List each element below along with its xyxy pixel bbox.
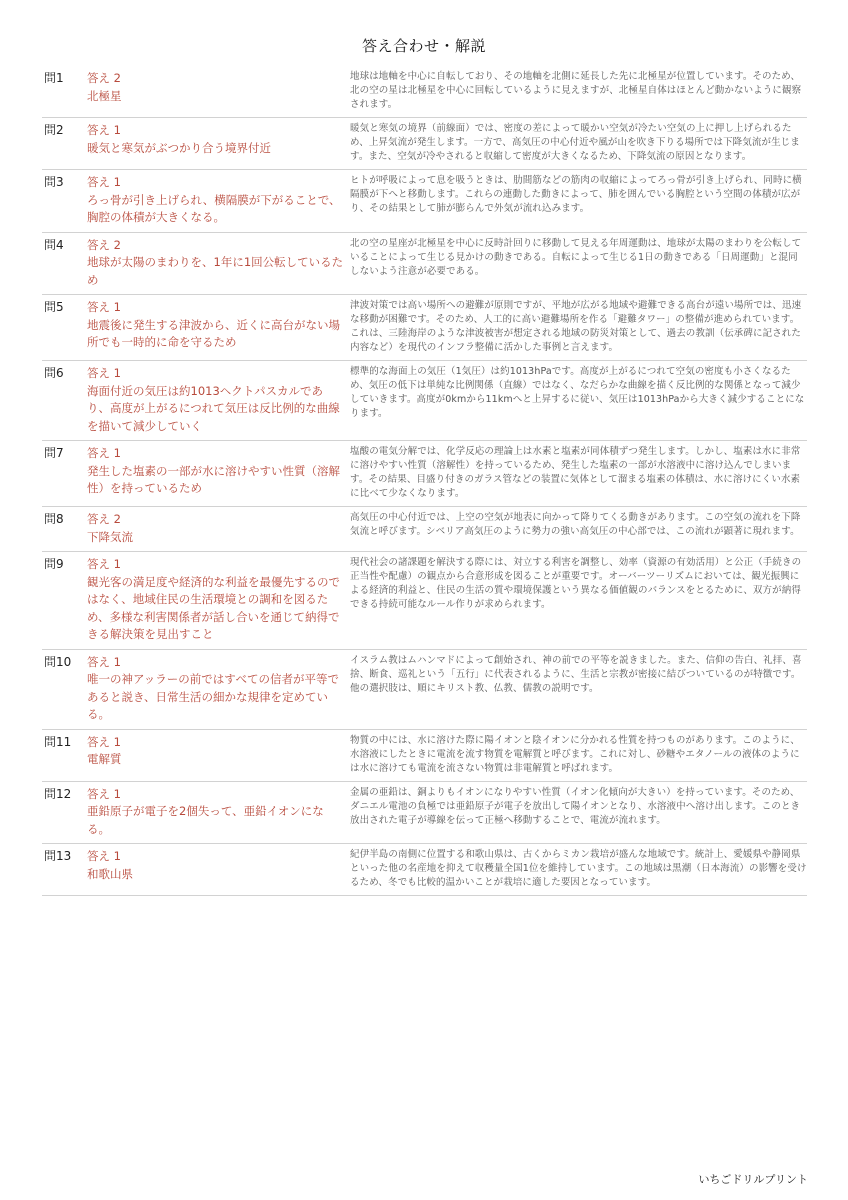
answer-row [42, 441, 807, 507]
answer-row [42, 844, 807, 896]
answer-row [42, 650, 807, 730]
answer-choice: 答え 1 [87, 654, 121, 669]
answer-row [42, 66, 807, 118]
question-number: 問11 [44, 734, 72, 749]
answer-cell [87, 237, 345, 290]
answer-choice: 答え 1 [87, 557, 121, 571]
answer-cell [87, 511, 345, 546]
answer-choice: 答え 1 [87, 123, 121, 137]
answer-text: 発生した塩素の一部が水に溶けやすい性質（溶解性）を持っているため [87, 463, 340, 495]
answer-cell [87, 445, 345, 501]
answer-choice: 答え 1 [87, 849, 121, 863]
explanation-text: 暖気と寒気の境界（前線面）では、密度の差によって暖かい空気が冷たい空気の上に押し上げられるため、上昇気流が発生します。一方で、高気圧の中心付近や風が山を吹き下りる場所では下降気流が生じます。また、空気が冷やされると収縮して密度が大きくなるため、下降気流の原因となります。 [350, 123, 800, 162]
question-number: 問4 [44, 237, 64, 252]
answer-choice: 答え 1 [87, 786, 121, 801]
answer-choice: 答え 1 [87, 446, 121, 460]
question-number: 問12 [44, 786, 72, 801]
answer-text: 北極星 [87, 88, 122, 103]
explanation-text: ヒトが呼吸によって息を吸うときは、肋間筋などの筋肉の収縮によってろっ骨が引き上げられ、同時に横隔膜が下へと移動します。これらの連動した動きによって、肺を囲んでいる胸腔という空間の体積が広がり、その結果として肺が膨らんで外気が流れ込みます。 [350, 175, 802, 214]
answer-choice: 答え 1 [87, 175, 121, 189]
answer-row [42, 782, 807, 845]
question-number: 問8 [44, 512, 64, 526]
answer-choice: 答え 2 [87, 71, 121, 85]
explanation-text: 塩酸の電気分解では、化学反応の理論上は水素と塩素が同体積ずつ発生します。しかし、塩素は水に非常に溶けやすい性質（溶解性）を持っているため、発生した塩素の一部が水溶液中に溶け込んでしまいます。その結果、目盛り付きのガラス管などの装置に気体として溜まる塩素の体積は、水に溶けにくい水素に比べて少なくなります。 [350, 446, 801, 499]
answer-row [42, 507, 807, 552]
answer-text: 下降気流 [87, 529, 133, 544]
question-number: 問10 [44, 654, 72, 669]
explanation-text: 地球は地軸を中心に自転しており、その地軸を北側に延長した先に北極星が位置しています。そのため、北の空の星は北極星を中心に回転しているように見えますが、北極星自体はほとんど動かないように観察されます。 [350, 71, 802, 110]
answer-text: 観光客の満足度や経済的な利益を最優先するのではなく、地域住民の生活環境との調和を図るため、多様な利害関係者が話し合いを通じて納得できる解決策を見出すこと [87, 574, 340, 641]
answer-text: 地球が太陽のまわりを、1年に1回公転しているため [87, 255, 344, 287]
answer-cell [87, 365, 345, 435]
question-number: 問5 [44, 300, 64, 314]
explanation-text: 北の空の星座が北極星を中心に反時計回りに移動して見える年周運動は、地球が太陽のまわりを公転していることによって生じる見かけの動きである。自転によって生じる1日の動きである「日周運動」と混同しないよう注意が必要である。 [350, 237, 802, 277]
answer-text: 唯一の神アッラーの前ではすべての信者が平等であると説き、日常生活の細かな規律を定めている。 [87, 672, 339, 721]
answer-cell [87, 654, 345, 724]
answer-choice: 答え 2 [87, 512, 121, 526]
answer-row [42, 552, 807, 650]
answer-row [42, 730, 807, 782]
question-number: 問2 [44, 123, 64, 137]
answer-choice: 答え 1 [87, 734, 121, 749]
answer-cell [87, 70, 345, 112]
explanation-text: 高気圧の中心付近では、上空の空気が地表に向かって降りてくる動きがあります。この空気の流れを下降気流と呼びます。シベリア高気圧のように勢力の強い高気圧の中心部では、この流れが顕著に現れます。 [350, 512, 801, 537]
page-title: 答え合わせ・解説 [361, 37, 486, 55]
explanation-text: 現代社会の諸課題を解決する際には、対立する利害を調整し、効率（資源の有効活用）と公正（手続きの正当性や配慮）の観点から合意形成を図ることが重要です。オーバーツーリズムにおいては、観光振興による経済的利益と、住民の生活の質や環境保護という異なる価値観のバランスをとるために、双方が納得できる持続可能なルール作りが求められます。 [350, 557, 802, 610]
question-number: 問6 [44, 366, 64, 380]
answer-text: ろっ骨が引き上げられ、横隔膜が下がることで、胸腔の体積が大きくなる。 [87, 192, 341, 224]
answer-text: 暖気と寒気がぶつかり合う境界付近 [87, 140, 271, 155]
question-number: 問7 [44, 446, 64, 460]
answer-cell [87, 786, 345, 839]
answer-row [42, 361, 807, 441]
explanation-text: 金属の亜鉛は、銅よりもイオンになりやすい性質（イオン化傾向が大きい）を持っています。そのため、ダニエル電池の負極では亜鉛原子が電子を放出して陽イオンとなり、水溶液中へ溶け出します。このとき放出された電子が導線を伝って正極へ移動することで、電流が流れます。 [350, 786, 801, 826]
answer-row [42, 118, 807, 170]
answer-choice: 答え 1 [87, 300, 121, 314]
answer-choice: 答え 2 [87, 237, 121, 252]
answer-text: 海面付近の気圧は約1013ヘクトパスカルであり、高度が上がるにつれて気圧は反比例的な曲線を描いて減少していく [87, 383, 340, 433]
answer-cell [87, 174, 345, 227]
answer-row [42, 295, 807, 361]
question-number: 問9 [44, 557, 64, 571]
answer-row [42, 170, 807, 233]
question-number: 問13 [44, 849, 72, 863]
answer-text: 和歌山県 [87, 866, 133, 881]
footer-brand: いちごドリルプリント [698, 1173, 808, 1186]
question-number: 問3 [44, 175, 64, 189]
explanation-text: 紀伊半島の南側に位置する和歌山県は、古くからミカン栽培が盛んな地域です。統計上、愛媛県や静岡県といった他の名産地を抑えて収穫量全国1位を維持しています。この地域は黒潮（日本海流）の影響を受けるため、冬でも比較的温かいことが栽培に適した要因となっています。 [350, 849, 807, 888]
answer-row [42, 233, 807, 296]
answer-cell [87, 556, 345, 644]
explanation-text: 標準的な海面上の気圧（1気圧）は約1013hPaです。高度が上がるにつれて空気の密度も小さくなるため、気圧の低下は単純な比例関係（直線）ではなく、なだらかな曲線を描く反比例的な関係となって減少していきます。高度が0kmから11kmへと上昇するに従い、気圧は1013hPaから大きく減少することになります。 [350, 366, 805, 419]
question-number: 問1 [44, 71, 64, 85]
answer-cell [87, 734, 345, 776]
answer-cell [87, 122, 345, 164]
answer-text: 地震後に発生する津波から、近くに高台がない場所でも一時的に命を守るため [87, 317, 340, 349]
answer-text: 亜鉛原子が電子を2個失って、亜鉛イオンになる。 [87, 804, 324, 836]
answer-table [42, 66, 807, 896]
answer-text: 電解質 [87, 752, 122, 766]
explanation-text: イスラム教はムハンマドによって創始され、神の前での平等を説きました。また、信仰の告白、礼拝、喜捨、断食、巡礼という「五行」に代表されるように、生活と宗教が密接に結びついているのが特徴です。他の選択肢は、順にキリスト教、仏教、儒教の説明です。 [350, 654, 802, 694]
answer-cell [87, 848, 345, 890]
answer-choice: 答え 1 [87, 366, 121, 380]
answer-cell [87, 299, 345, 355]
explanation-text: 物質の中には、水に溶けた際に陽イオンと陰イオンに分かれる性質を持つものがあります。このように、水溶液にしたときに電流を流す物質を電解質と呼びます。これに対し、砂糖やエタノールの液体のようには水に溶けても電流を流さない物質は非電解質と呼ばれます。 [350, 734, 800, 774]
explanation-text: 津波対策では高い場所への避難が原則ですが、平地が広がる地域や避難できる高台が遠い場所では、迅速な移動が困難です。そのため、人工的に高い避難場所を作る「避難タワー」の整備が進められています。これは、三陸海岸のような津波被害が想定される地域の防災対策として、過去の教訓（伝承碑に記された内容など）を現代のインフラ整備に活かした事例と言えます。 [350, 300, 802, 353]
